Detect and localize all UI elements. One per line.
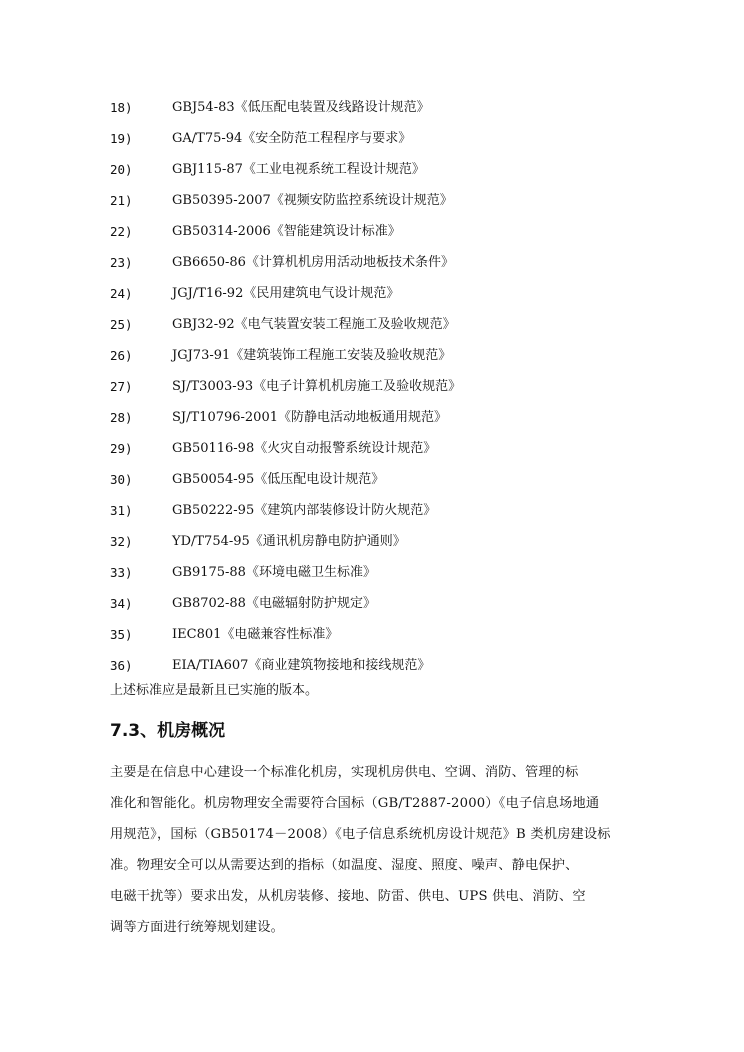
item-number: 28) [110,409,133,425]
item-number: 18) [110,99,133,115]
list-item [110,433,670,464]
list-item [110,185,670,216]
list-item [110,464,670,495]
section-heading: 7.3、机房概况 [110,721,226,741]
list-item [110,588,670,619]
item-text: GBJ32-92《电气装置安装工程施工及验收规范》 [172,316,456,332]
list-item [110,619,670,650]
list-item [110,154,670,185]
item-number: 25) [110,316,133,332]
item-number: 31) [110,502,133,518]
item-text: GA/T75-94《安全防范工程程序与要求》 [172,130,412,146]
item-text: GB6650-86《计算机机房用活动地板技术条件》 [172,254,454,270]
item-number: 24) [110,285,133,301]
list-item [110,402,670,433]
list-item [110,557,670,588]
paragraph-line: 主要是在信息中心建设一个标准化机房，实现机房供电、空调、消防、管理的标 [110,765,579,780]
list-item [110,495,670,526]
section-paragraph [110,760,640,946]
item-number: 36) [110,657,133,673]
list-item [110,371,670,402]
item-number: 35) [110,626,133,642]
item-text: GB50054-95《低压配电设计规范》 [172,471,385,487]
paragraph-line: 调等方面进行统筹规划建设。 [110,920,285,935]
list-item [110,247,670,278]
item-number: 32) [110,533,133,549]
item-text: GBJ115-87《工业电视系统工程设计规范》 [172,161,425,177]
item-text: GB50314-2006《智能建筑设计标准》 [172,223,401,239]
reference-list [110,92,670,681]
item-number: 20) [110,161,133,177]
item-number: 19) [110,130,133,146]
item-text: GB50222-95《建筑内部装修设计防火规范》 [172,502,437,518]
item-text: GB50116-98《火灾自动报警系统设计规范》 [172,440,437,456]
item-text: EIA/TIA607《商业建筑物接地和接线规范》 [172,657,431,673]
item-text: JGJ/T16-92《民用建筑电气设计规范》 [172,285,400,301]
item-number: 22) [110,223,133,239]
item-text: SJ/T3003-93《电子计算机机房施工及验收规范》 [172,378,462,394]
item-number: 34) [110,595,133,611]
list-item [110,650,670,681]
list-item [110,309,670,340]
item-number: 21) [110,192,133,208]
item-text: GB50395-2007《视频安防监控系统设计规范》 [172,192,453,208]
item-number: 33) [110,564,133,580]
item-number: 29) [110,440,133,456]
paragraph-line: 电磁干扰等）要求出发，从机房装修、接地、防雷、供电、UPS 供电、消防、空 [110,889,586,904]
item-number: 27) [110,378,133,394]
item-text: GB8702-88《电磁辐射防护规定》 [172,595,376,611]
list-item [110,340,670,371]
list-item [110,278,670,309]
list-item [110,216,670,247]
item-number: 23) [110,254,133,270]
item-text: JGJ73-91《建筑装饰工程施工安装及验收规范》 [172,347,452,363]
standards-note: 上述标准应是最新且已实施的版本。 [110,683,319,698]
item-text: GB9175-88《环境电磁卫生标准》 [172,564,376,580]
item-text: SJ/T10796-2001《防静电活动地板通用规范》 [172,409,447,425]
paragraph-line: 准。物理安全可以从需要达到的指标（如温度、湿度、照度、噪声、静电保护、 [110,858,579,873]
paragraph-line: 准化和智能化。机房物理安全需要符合国标（GB/T2887-2000）《电子信息场地通 [110,796,600,811]
item-text: GBJ54-83《低压配电装置及线路设计规范》 [172,99,430,115]
item-text: IEC801《电磁兼容性标准》 [172,626,339,642]
list-item [110,92,670,123]
item-number: 26) [110,347,133,363]
item-number: 30) [110,471,133,487]
paragraph-line: 用规范》，国标（GB50174－2008）《电子信息系统机房设计规范》B 类机房建设标 [110,827,611,842]
list-item [110,526,670,557]
list-item [110,123,670,154]
item-text: YD/T754-95《通讯机房静电防护通则》 [172,533,406,549]
